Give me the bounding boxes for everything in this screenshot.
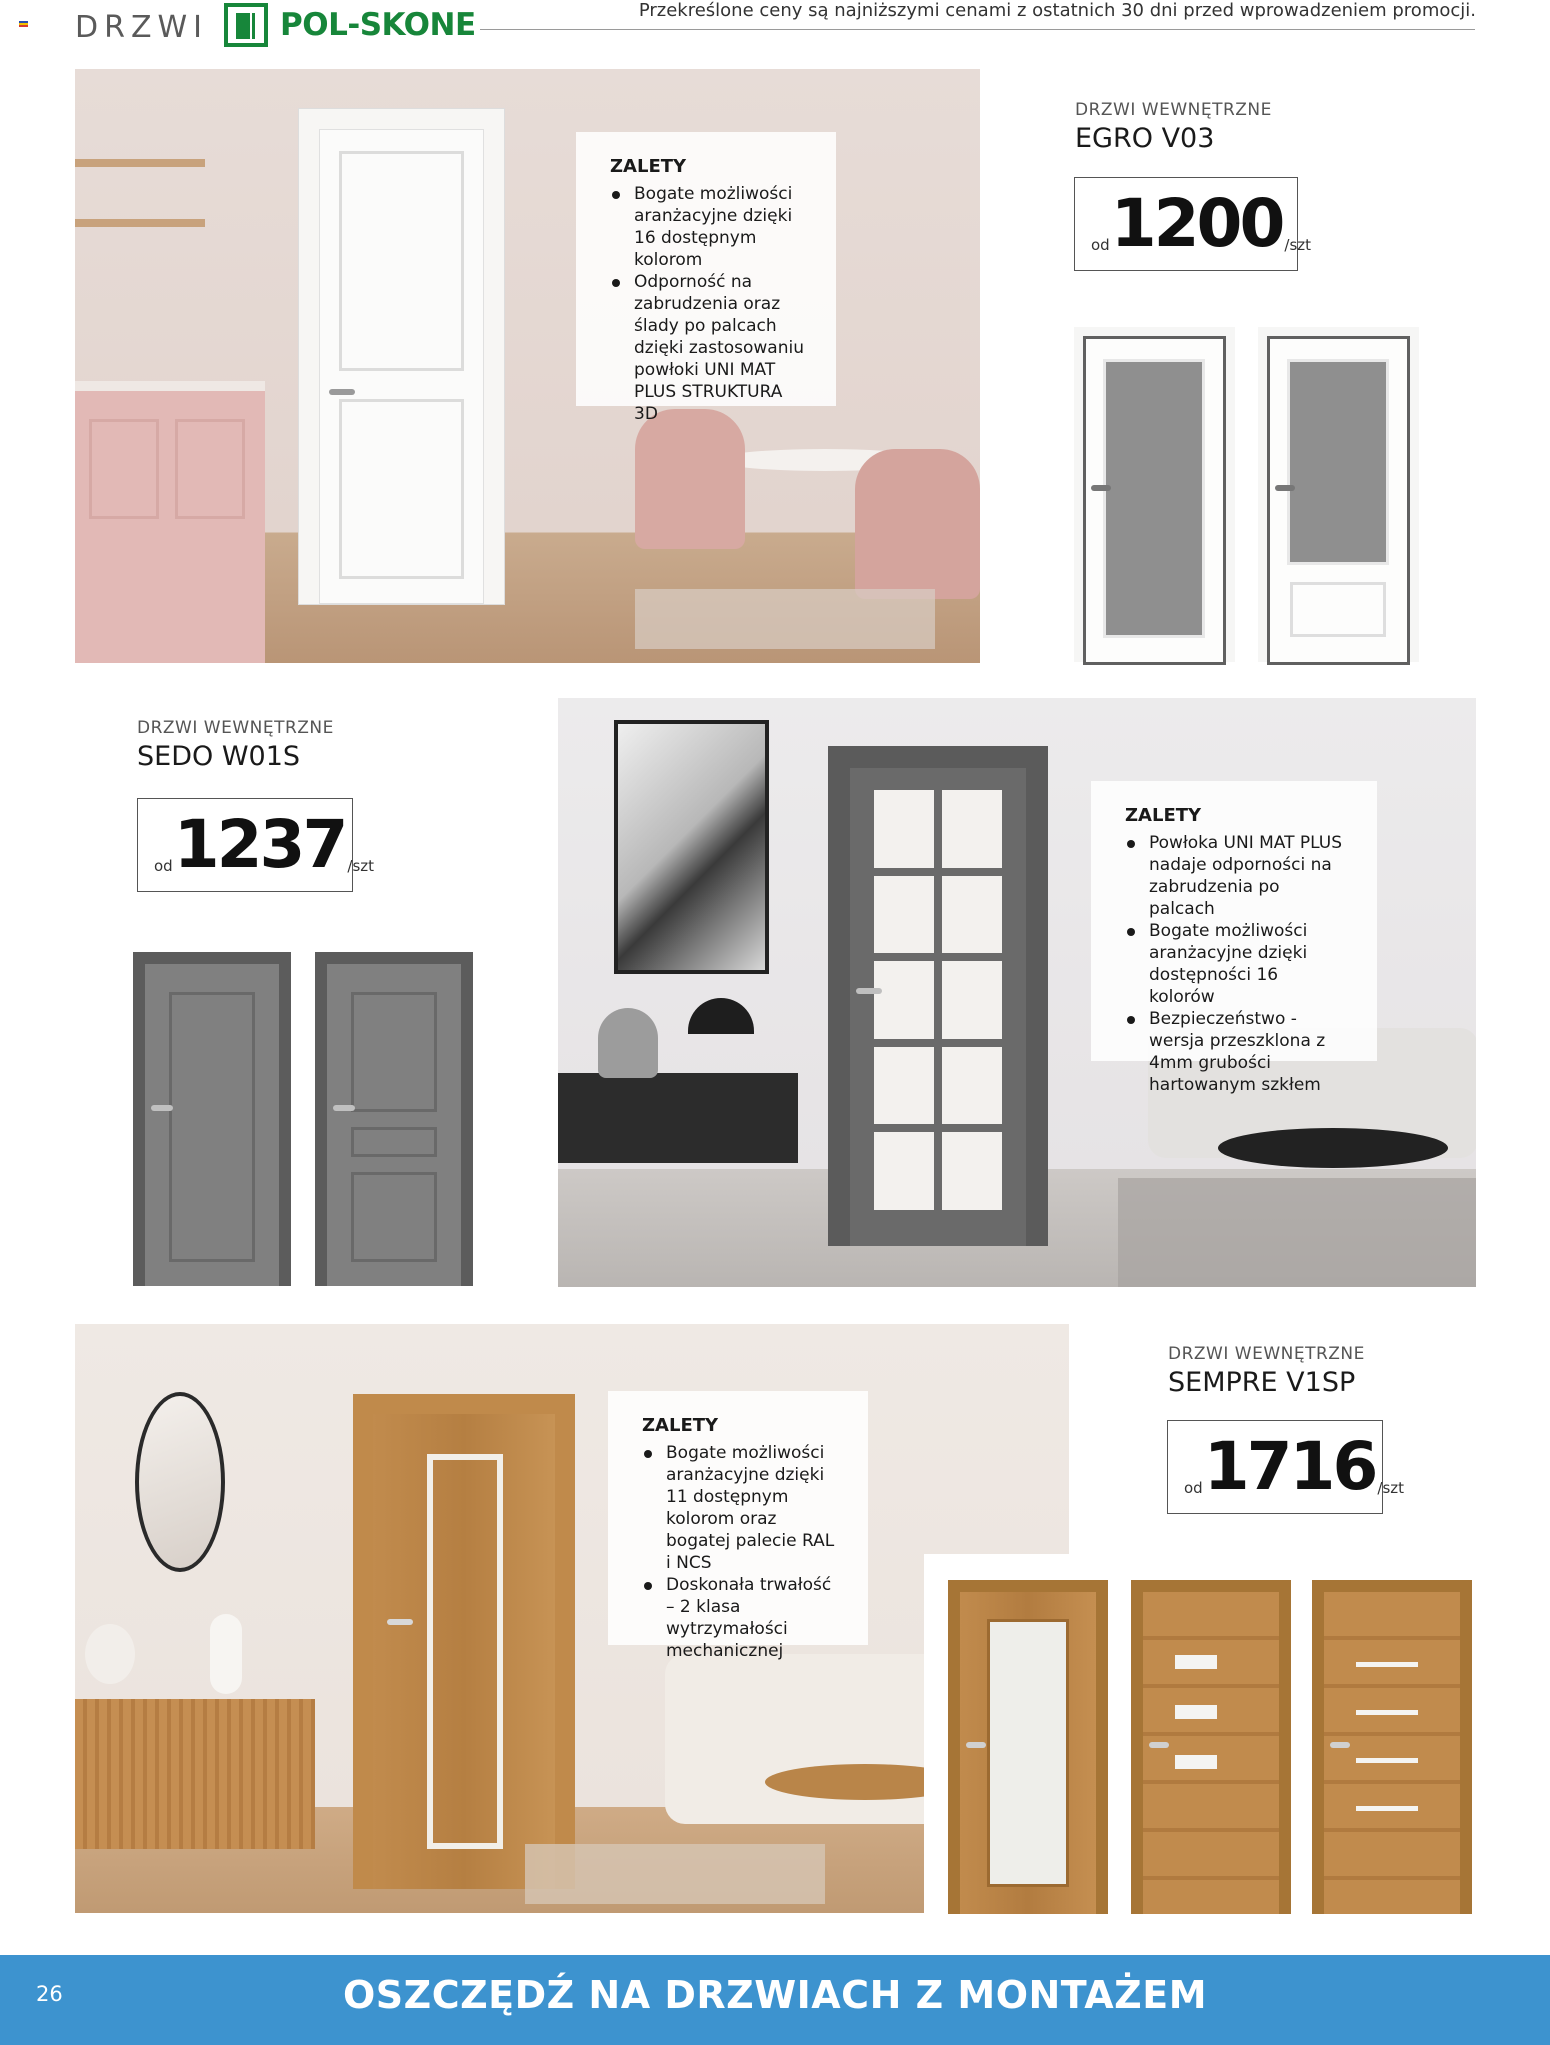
price-value: 1237 [173, 806, 346, 883]
price-value: 1200 [1110, 185, 1283, 262]
section-title: DRZWI [75, 10, 209, 45]
brand-name: POL-SKONE [280, 7, 476, 43]
advantages-title: ZALETY [610, 156, 687, 177]
scene-photo-sempre [75, 1324, 1069, 1913]
advantage-item: Odporność na zabrudzenia oraz ślady po palcach dzięki zastosowaniu powłoki UNI MAT PLUS STRUKTURA 3D [610, 271, 806, 425]
price-box [1167, 1420, 1405, 1514]
language-flag-icon [19, 21, 28, 27]
advantage-item: Bogate możliwości aranżacyjne dzięki 11 dostępnym kolorom oraz bogatej palecie RAL i NCS [642, 1442, 838, 1574]
advantage-item: Bogate możliwości aranżacyjne dzięki dostępności 16 kolorów [1125, 920, 1347, 1008]
price-unit: /szt [347, 857, 375, 875]
price-unit: /szt [1377, 1479, 1405, 1497]
price-value: 1716 [1203, 1428, 1376, 1505]
product-type: DRZWI WEWNĘTRZNE [137, 718, 334, 738]
page-number: 26 [36, 1982, 63, 2006]
door-variant-long-strips [1312, 1580, 1472, 1914]
price-prefix: od [154, 857, 173, 875]
footer-slogan: OSZCZĘDŹ NA DRZWIACH Z MONTAŻEM [342, 1973, 1208, 2017]
price-disclaimer: Przekreślone ceny są najniższymi cenami z ostatnich 30 dni przed wprowadzeniem promocji. [638, 0, 1476, 21]
door-variant-glass [1074, 327, 1235, 662]
door-variant-glass-strip [948, 1580, 1108, 1914]
price-box [1074, 177, 1312, 271]
price-box [137, 798, 375, 892]
product-name: EGRO V03 [1075, 123, 1215, 154]
price-prefix: od [1184, 1479, 1203, 1497]
advantages-title: ZALETY [642, 1415, 719, 1436]
product-type: DRZWI WEWNĘTRZNE [1075, 100, 1272, 120]
door-variant-glass-panel [1258, 327, 1419, 662]
price-unit: /szt [1284, 236, 1312, 254]
footer-banner [0, 1955, 1550, 2045]
door-variant-three-panel [315, 952, 473, 1286]
advantages-list [642, 1442, 838, 1662]
scene-photo-egro [75, 69, 980, 663]
door-logo-icon [224, 3, 268, 47]
brand-logo [224, 3, 476, 47]
product-type: DRZWI WEWNĘTRZNE [1168, 1344, 1365, 1364]
advantage-item: Powłoka UNI MAT PLUS nadaje odporności na zabrudzenia po palcach [1125, 832, 1347, 920]
advantages-box-egro [576, 132, 836, 424]
advantages-list [610, 183, 806, 425]
advantages-list [1125, 832, 1347, 1096]
advantages-title: ZALETY [1125, 805, 1202, 826]
advantage-item: Bogate możliwości aranżacyjne dzięki 16 dostępnym kolorom [610, 183, 806, 271]
header-divider [480, 29, 1475, 30]
advantage-item: Bezpieczeństwo - wersja przeszklona z 4mm grubości hartowanym szkłem [1125, 1008, 1347, 1096]
door-variant-short-strips [1131, 1580, 1291, 1914]
product-name: SEDO W01S [137, 741, 301, 772]
product-name: SEMPRE V1SP [1168, 1367, 1356, 1398]
price-prefix: od [1091, 236, 1110, 254]
door-variant-single-panel [133, 952, 291, 1286]
advantages-box-sedo [1091, 781, 1377, 1095]
advantages-box-sempre [608, 1391, 868, 1661]
advantage-item: Doskonała trwałość – 2 klasa wytrzymałości mechanicznej [642, 1574, 838, 1662]
